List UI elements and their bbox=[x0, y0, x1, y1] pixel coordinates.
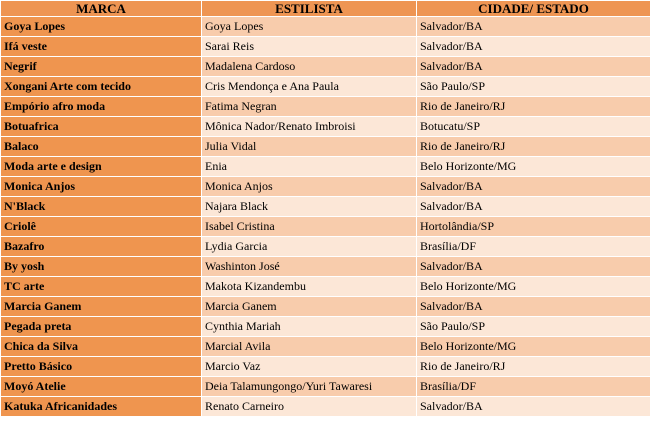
cell-cidade-estado: São Paulo/SP bbox=[417, 77, 650, 97]
cell-estilista: Monica Anjos bbox=[202, 177, 417, 197]
cell-marca: Botuafrica bbox=[1, 117, 202, 137]
table-row bbox=[1, 237, 650, 257]
cell-cidade-estado: Brasília/DF bbox=[417, 377, 650, 397]
cell-cidade-estado: Rio de Janeiro/RJ bbox=[417, 357, 650, 377]
cell-estilista: Najara Black bbox=[202, 197, 417, 217]
table-row bbox=[1, 277, 650, 297]
cell-cidade-estado: Salvador/BA bbox=[417, 57, 650, 77]
cell-estilista: Marcia Ganem bbox=[202, 297, 417, 317]
cell-marca: Katuka Africanidades bbox=[1, 397, 202, 417]
cell-marca: Pegada preta bbox=[1, 317, 202, 337]
cell-estilista: Renato Carneiro bbox=[202, 397, 417, 417]
cell-estilista: Makota Kizandembu bbox=[202, 277, 417, 297]
cell-cidade-estado: Salvador/BA bbox=[417, 257, 650, 277]
cell-cidade-estado: Brasília/DF bbox=[417, 237, 650, 257]
table-row bbox=[1, 157, 650, 177]
cell-marca: Pretto Básico bbox=[1, 357, 202, 377]
cell-cidade-estado: Salvador/BA bbox=[417, 177, 650, 197]
table-row bbox=[1, 337, 650, 357]
cell-cidade-estado: Salvador/BA bbox=[417, 37, 650, 57]
cell-estilista: Sarai Reis bbox=[202, 37, 417, 57]
cell-cidade-estado: Salvador/BA bbox=[417, 17, 650, 37]
cell-cidade-estado: Salvador/BA bbox=[417, 197, 650, 217]
cell-cidade-estado: Belo Horizonte/MG bbox=[417, 337, 650, 357]
cell-cidade-estado: Salvador/BA bbox=[417, 297, 650, 317]
cell-marca: Moyó Atelie bbox=[1, 377, 202, 397]
cell-marca: Goya Lopes bbox=[1, 17, 202, 37]
cell-marca: Moda arte e design bbox=[1, 157, 202, 177]
table-row bbox=[1, 297, 650, 317]
cell-estilista: Isabel Cristina bbox=[202, 217, 417, 237]
header-cidade-estado: CIDADE/ ESTADO bbox=[417, 1, 650, 17]
table-row bbox=[1, 177, 650, 197]
cell-estilista: Julia Vidal bbox=[202, 137, 417, 157]
cell-estilista: Enia bbox=[202, 157, 417, 177]
cell-marca: Ifá veste bbox=[1, 37, 202, 57]
cell-marca: Chica da Silva bbox=[1, 337, 202, 357]
cell-cidade-estado: Rio de Janeiro/RJ bbox=[417, 97, 650, 117]
cell-cidade-estado: Botucatu/SP bbox=[417, 117, 650, 137]
table-row bbox=[1, 377, 650, 397]
table-row bbox=[1, 37, 650, 57]
cell-marca: Xongani Arte com tecido bbox=[1, 77, 202, 97]
table-body bbox=[1, 17, 650, 417]
table-row bbox=[1, 397, 650, 417]
cell-marca: N'Black bbox=[1, 197, 202, 217]
cell-cidade-estado: São Paulo/SP bbox=[417, 317, 650, 337]
cell-estilista: Marcio Vaz bbox=[202, 357, 417, 377]
cell-cidade-estado: Rio de Janeiro/RJ bbox=[417, 137, 650, 157]
cell-marca: Negrif bbox=[1, 57, 202, 77]
table-row bbox=[1, 57, 650, 77]
table-row bbox=[1, 117, 650, 137]
cell-marca: Marcia Ganem bbox=[1, 297, 202, 317]
cell-marca: TC arte bbox=[1, 277, 202, 297]
cell-estilista: Cris Mendonça e Ana Paula bbox=[202, 77, 417, 97]
cell-cidade-estado: Belo Horizonte/MG bbox=[417, 157, 650, 177]
header-row bbox=[1, 1, 650, 17]
table-row bbox=[1, 137, 650, 157]
cell-estilista: Washinton José bbox=[202, 257, 417, 277]
header-estilista: ESTILISTA bbox=[202, 1, 417, 17]
table-row bbox=[1, 77, 650, 97]
cell-estilista: Fatima Negran bbox=[202, 97, 417, 117]
cell-marca: Bazafro bbox=[1, 237, 202, 257]
table-row bbox=[1, 217, 650, 237]
cell-marca: Balaco bbox=[1, 137, 202, 157]
table-row bbox=[1, 97, 650, 117]
table-row bbox=[1, 17, 650, 37]
cell-marca: By yosh bbox=[1, 257, 202, 277]
cell-marca: Criolê bbox=[1, 217, 202, 237]
table-row bbox=[1, 317, 650, 337]
cell-estilista: Madalena Cardoso bbox=[202, 57, 417, 77]
cell-estilista: Cynthia Mariah bbox=[202, 317, 417, 337]
cell-cidade-estado: Belo Horizonte/MG bbox=[417, 277, 650, 297]
header-marca: MARCA bbox=[1, 1, 202, 17]
table-row bbox=[1, 197, 650, 217]
cell-marca: Monica Anjos bbox=[1, 177, 202, 197]
cell-marca: Empório afro moda bbox=[1, 97, 202, 117]
cell-estilista: Deia Talamungongo/Yuri Tawaresi bbox=[202, 377, 417, 397]
cell-cidade-estado: Salvador/BA bbox=[417, 397, 650, 417]
cell-estilista: Goya Lopes bbox=[202, 17, 417, 37]
cell-estilista: Mônica Nador/Renato Imbroisi bbox=[202, 117, 417, 137]
cell-estilista: Marcial Avila bbox=[202, 337, 417, 357]
table-row bbox=[1, 257, 650, 277]
cell-estilista: Lydia Garcia bbox=[202, 237, 417, 257]
table-row bbox=[1, 357, 650, 377]
cell-cidade-estado: Hortolândia/SP bbox=[417, 217, 650, 237]
